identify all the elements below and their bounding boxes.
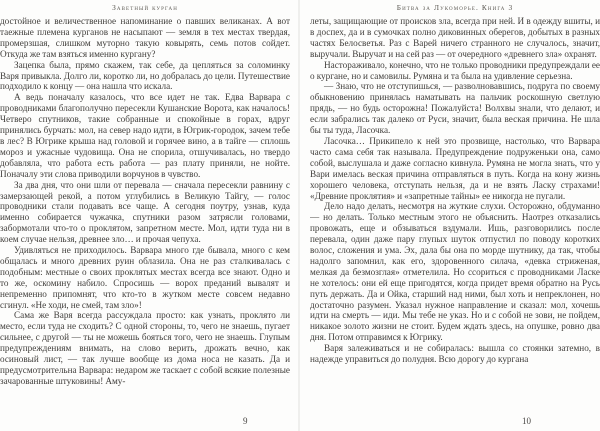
right-page-number: 10: [522, 416, 531, 426]
paragraph: Варя залеживаться и не собиралась: вышла со стоянки затемно, в надежде управиться до полудня. Всю дорогу до кургана: [310, 343, 600, 365]
left-running-head: Заветный курган: [112, 3, 178, 12]
paragraph: леты, защищающие от происков зла, всегда при ней. И в одежду вшиты, и в доспех, да и в сумочках полно диковинных оберегов, добытых в разных частях Белосветья. Раз с Варей ничего странного не случалось, значит, выручали. Выручат и на сей раз — от очередного «древнего зла» охранят.: [310, 16, 600, 59]
paragraph: Дело надо делать, несмотря на жуткие слухи. Осторожно, обдуманно — но делать. Только местным этого не объяснить. Наотрез отказались провожать, еще и обзываться вздумали. Ишь, разговорились после перевала, один даже пару глупых шуток отпустил по поводу коротких волос, сложения и ума. Эх, дала бы она по морде шутнику, да так, чтобы надолго запомнил, как его, здоровенного силача, «девка стриженая, мелкая да безмозглая» отметелила. Но ссориться с проводниками Ласке не хотелось: они ей еще пригодятся, когда придет время обратно на Русь путь держать. Да и Ойка, старший над ними, был хоть и непреклонен, но достаточно разумен. Указал нужное направление и сказал: мол, хочешь идти на смерть — иди. Мы тебе не указ. Но и с собой не зови, не пойдем, никакое золото жизни не стоит. Будем ждать здесь, на опушке, ровно два дня. Потом отправимся к Югрику.: [310, 201, 600, 343]
paragraph: Сама же Варя всегда рассуждала просто: как узнать, проклято ли место, если туда не сходить? С одной стороны, то, чего не знаешь, пугает сильнее, с другой — ты не можешь бояться того, чего не знаешь. Глупым предупреждениям внимать, на слово верить, дрожать вечно, как осиновый лист, — так лучше вообще из дома носа не казать. Да и предусмотрительна Варвара: недаром же таскает с собой всякие полезные зачарованные штуковины! Аму-: [0, 310, 290, 386]
left-page: [0, 0, 290, 431]
paragraph: Ласочка… Прикипело к ней это прозвище, настолько, что Варвара часто сама себя так называла. Предупреждение подруженьки она, само собой, выслушала и даже согласно кивнула. Румяна не могла знать, что у Вари имелась веская причина отправляться в путь. Когда на кону жизнь хорошего человека, отступать нельзя, да и не взять Ласку страхами! «Древние проклятия» и «запретные тайны» ее никогда не пугали.: [310, 135, 600, 201]
left-page-text: [0, 16, 290, 412]
paragraph: Настораживало, конечно, что не только проводники предупреждали ее о кургане, но и самовилы. Румяна и та была на удивление серьезна.: [310, 59, 600, 81]
paragraph: За два дня, что они шли от перевала — сначала пересекли равнину с замерзающей рекой, а потом углубились в Великую Тайгу, — голос проводники стали подавать все чаще. А сегодня поутру, узнав, куда именно собирается чужачка, спутники разом затрясли головами, забормотали что-то о проклятом, запретном месте. Мол, идти туда ни в коем случае нельзя, древнее зло… и прочая чепуха.: [0, 179, 290, 245]
right-page-text: [310, 16, 600, 412]
page-gutter-divider: [298, 0, 300, 431]
paragraph: достойное и величественное напоминание о павших великанах. А вот таежные племена курганов не насыпают — земля в тех местах твердая, промерзшая, слишком муторно такую ковырять, семь потов сойдет. Откуда же там взяться именно кургану?: [0, 16, 290, 59]
paragraph: А ведь поначалу казалось, что все идет не так. Едва Варвара с проводниками благополучно пересекли Кушанские Ворота, как началось! Четверо спутников, такие собранные и спокойные в горах, вдруг принялись бурчать: мол, на север надо идти, в Югрик-городок, зачем тебе в лес? В Югрике крыша над головой и горячее вино, а в тайге — сплошь мороз и ужасные чудовища. Она не спорила, отшучивалась, но твердо добавляла, что работа есть работа — раз плату приняли, не нойте. Поначалу эти слова приводили ворчунов в чувство.: [0, 92, 290, 179]
paragraph: Зацепка была, прямо скажем, так себе, да цепляться за соломинку Варя привыкла. Долго ли, коротко ли, но добралась до цели. Путешествие подходило к концу — она нашла что искала.: [0, 59, 290, 92]
paragraph: — Знаю, что не отступишься, — разволновавшись, подруга по своему обыкновению принялась наматывать на пальчик роскошную светлую прядь, — но будь осторожна! Пожалуйста! Волхвы знали, что делают, и если забрались так далеко от Руси, значит, была веская причина. Не шла бы ты туда, Ласочка.: [310, 81, 600, 136]
right-page: [310, 0, 600, 431]
left-page-number: 9: [243, 416, 248, 426]
right-running-head: Битва за Лукоморье. Книга 3: [396, 3, 514, 12]
paragraph: Удивляться не приходилось. Варвара много где бывала, много с кем общалась и много древних руин облазила. Она не раз сталкивалась с подобным: местные о своих проклятых местах всегда все знают. Одно и то же, оскомину набило. Спросишь — ворох преданий вывалят и непременно припомнят, что кто-то в жутком месте совсем недавно сгинул. «Не ходи, не смей, там зло»!: [0, 245, 290, 310]
